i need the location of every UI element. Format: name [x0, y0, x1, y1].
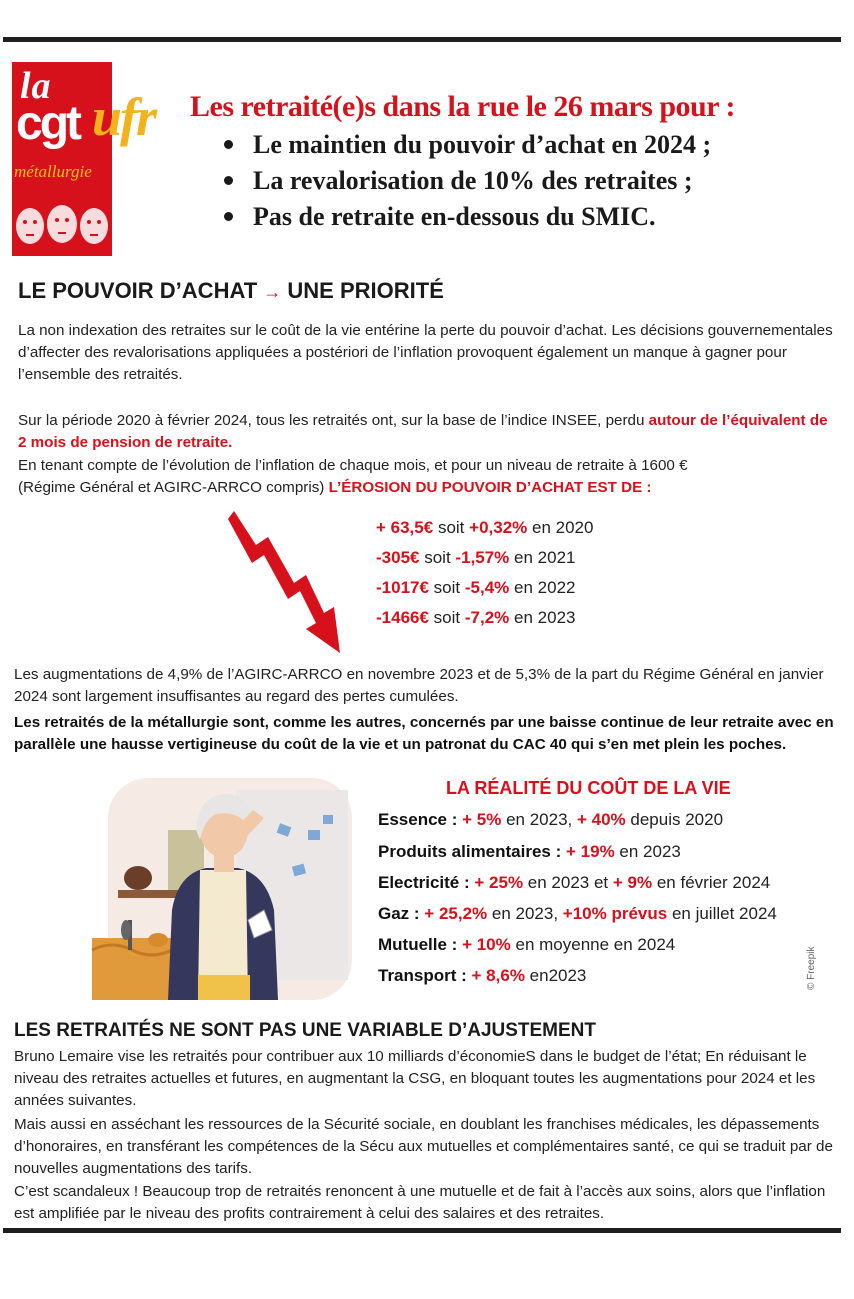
bullet-icon [224, 140, 233, 149]
demand-item: Pas de retraite en-dessous du SMIC. [224, 199, 711, 235]
paragraph-metallurgie: Les retraités de la métallurgie sont, comme les autres, concernés par une baisse continue de leur retraite avec en parallèle une hausse vertigineuse du coût de la vie et un patronat du CAC 40 qui s’en met plein les poches. [14, 714, 834, 753]
section-title-variable-ajustement: LES RETRAITÉS NE SONT PAS UNE VARIABLE D’AJUSTEMENT [14, 1020, 597, 1041]
section-title-pouvoir-achat: LE POUVOIR D’ACHAT → UNE PRIORITÉ [18, 278, 444, 303]
paragraph-periode: Sur la période 2020 à février 2024, tous les retraités ont, sur la base de l’indice INSEE, perdu autour de l’équivalent de 2 mois de pension de retraite. [18, 412, 828, 451]
paragraph-lemaire: Bruno Lemaire vise les retraités pour contribuer aux 10 milliards d’économieS dans le budget de l’état; En réduisant le niveau des retraites actuelles et futures, en augmentant la CSG, en bloquant toutes les augmentations pour 2024 et les années suivantes. [14, 1048, 816, 1109]
paragraph-indexation: La non indexation des retraites sur le coût de la vie entérine la perte du pouvoir d’achat. Les décisions gouvernementales d’affecter des revalorisations appliquées a postériori de l’inflation provoquent également un manque à gagner pour l’ensemble des retraités. [18, 322, 833, 383]
bullet-icon [224, 212, 233, 221]
cost-row-alimentaires: Produits alimentaires : + 19% en 2023 [378, 842, 681, 861]
cost-of-living-title: LA RÉALITÉ DU COÛT DE LA VIE [446, 778, 731, 798]
arrow-right-icon: → [263, 282, 282, 302]
demand-item: Le maintien du pouvoir d’achat en 2024 ; [224, 127, 711, 163]
bottom-rule [3, 1228, 841, 1233]
demand-item: La revalorisation de 10% des retraites ; [224, 163, 711, 199]
erosion-row: + 63,5€ soit +0,32% en 2020 [376, 518, 594, 537]
erosion-row: -1466€ soit -7,2% en 2023 [376, 608, 576, 627]
paragraph-augmentations: Les augmentations de 4,9% de l’AGIRC-ARRCO en novembre 2023 et de 5,3% de la part du Régime Général en janvier 2024 sont largement insuffisantes au regard des pertes cumulées. [14, 666, 824, 705]
paragraph-securite-sociale: Mais aussi en asséchant les ressources de la Sécurité sociale, en doublant les franchises médicales, les dépassements d’honoraires, en transférant les compétences de la Sécu aux mutuelles et complémentaires santé, ce qui se traduit par de nouvelles augmentations des tarifs. [14, 1116, 833, 1177]
faces-illustration [12, 196, 112, 256]
cost-row-transport: Transport : + 8,6% en2023 [378, 966, 587, 985]
paragraph-inflation: En tenant compte de l’évolution de l’inflation de chaque mois, et pour un niveau de retraite à 1600 € (Régime Général et AGIRC-ARRCO compris) L’ÉROSION DU POUVOIR D’ACHAT EST DE : [18, 457, 688, 496]
paragraph-scandaleux: C’est scandaleux ! Beaucoup trop de retraités renoncent à une mutuelle et de fait à l’accès aux soins, alors que l’inflation est amplifiée par le niveau des profits contrairement à celui des salaires et des retraites. [14, 1183, 826, 1222]
logo-ufr: ufr [92, 87, 156, 147]
worried-retiree-illustration [88, 770, 356, 1006]
cost-row-mutuelle: Mutuelle : + 10% en moyenne en 2024 [378, 935, 676, 954]
cost-row-essence: Essence : + 5% en 2023, + 40% depuis 2020 [378, 810, 724, 829]
bullet-icon [224, 176, 233, 185]
cost-row-gaz: Gaz : + 25,2% en 2023, +10% prévus en juillet 2024 [378, 904, 777, 923]
top-rule [3, 37, 841, 42]
demands-list [224, 127, 711, 235]
logo-la: la [20, 65, 52, 107]
image-credit: © Freepik [806, 946, 817, 990]
headline: Les retraité(e)s dans la rue le 26 mars pour : [190, 90, 735, 123]
logo-cgt: cgt [16, 97, 79, 150]
erosion-row: -305€ soit -1,57% en 2021 [376, 548, 576, 567]
logo-metallurgie: métallurgie [14, 162, 92, 181]
erosion-row: -1017€ soit -5,4% en 2022 [376, 578, 576, 597]
downtrend-arrow-icon [228, 505, 358, 655]
cost-row-electricite: Electricité : + 25% en 2023 et + 9% en février 2024 [378, 873, 771, 892]
